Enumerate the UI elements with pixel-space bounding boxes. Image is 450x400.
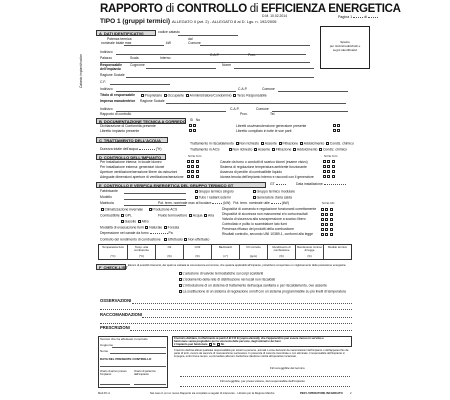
control-checkbox[interactable] xyxy=(323,165,326,168)
measure-value-cell[interactable]: (n°) xyxy=(223,254,228,259)
checklist-item: L'adozione di valvole termostatiche sui corpi scaldanti xyxy=(178,272,263,276)
impresa-field[interactable] xyxy=(166,103,346,104)
tratt-checkbox[interactable] xyxy=(261,142,264,145)
funzionare-row: L'impianto può funzionare Si No xyxy=(174,343,225,347)
cap-label: C.A.P. xyxy=(210,53,220,57)
evacuazione-row: Modalità di evacuazione fumi Naturale Forzata xyxy=(100,225,180,230)
section-a-header: A DATI IDENTIFICATIVI xyxy=(96,30,156,36)
control-row: Per installazione esterna: generatori idonei xyxy=(100,165,165,169)
control-checkbox[interactable] xyxy=(327,165,330,168)
control-row: Per installazione interna: in locale idoneo xyxy=(100,160,162,164)
fabbricante-field[interactable] xyxy=(124,193,186,194)
verifica-checkbox[interactable] xyxy=(321,223,324,226)
measure-value-cell[interactable]: (°C) xyxy=(138,254,144,259)
tecnico-nome-label: Nome xyxy=(100,349,109,353)
combust-checkbox[interactable] xyxy=(138,220,141,223)
orario-arrivo-field[interactable] xyxy=(100,384,130,385)
comune2-field[interactable] xyxy=(278,91,348,92)
control-checkbox[interactable] xyxy=(332,165,335,168)
control-checks xyxy=(186,165,200,169)
control-checkbox[interactable] xyxy=(187,170,190,173)
measure-column xyxy=(183,245,211,259)
codice-catasto-field[interactable] xyxy=(178,35,238,36)
measure-column xyxy=(267,245,295,259)
sheet-number: 2 xyxy=(350,392,352,395)
control-row-right: Sistema di regolazione temperatura ambiente funzionante xyxy=(220,165,307,169)
doc-checkbox[interactable] xyxy=(337,124,340,127)
indirizzo3-field[interactable] xyxy=(116,111,226,112)
control-checkbox[interactable] xyxy=(323,175,326,178)
osservazioni-field[interactable] xyxy=(132,303,352,304)
doc-checkboxes xyxy=(188,124,197,128)
gruppo-opts: Gruppo termico singolo xyxy=(194,190,234,194)
data-controllo-field[interactable] xyxy=(100,366,166,367)
titolo-label: Titolo di responsabile xyxy=(100,93,135,97)
combust-checkbox[interactable] xyxy=(121,220,124,223)
verifica-checkbox[interactable] xyxy=(321,218,324,221)
ctrl-checkbox[interactable] xyxy=(184,238,187,241)
fluido-checkbox[interactable] xyxy=(189,214,192,217)
doc-checkbox[interactable] xyxy=(333,129,336,132)
climat-checkbox[interactable] xyxy=(101,208,104,211)
control-checkbox[interactable] xyxy=(191,175,194,178)
dal-label: dal xyxy=(188,37,193,41)
nome-label: Nome xyxy=(222,63,232,67)
measure-header: Bacharach xyxy=(218,244,233,249)
gruppo-checkbox[interactable] xyxy=(195,190,198,193)
indirizzo-label: Indirizzo xyxy=(100,50,113,54)
verifica-checkbox[interactable] xyxy=(330,228,333,231)
measure-column xyxy=(239,245,267,259)
prescrizioni-field[interactable] xyxy=(130,330,352,331)
combust-checkbox[interactable] xyxy=(121,214,124,217)
tecnico-cognome-label: Cognome xyxy=(100,343,114,347)
control-checks-right xyxy=(322,165,336,169)
control-checks xyxy=(186,175,200,179)
comune-field[interactable] xyxy=(200,45,310,46)
verifica-row: Valvola di sicurezza alla sovrapressione a scarico libero xyxy=(222,217,306,221)
control-row-right: Assenza di perdite di combustibile liquido xyxy=(220,170,283,174)
tubo-checkbox[interactable] xyxy=(195,196,198,199)
indirizzo3-label: Indirizzo xyxy=(100,107,113,111)
firma-tecnico-field[interactable] xyxy=(180,376,350,377)
verifica-checkbox[interactable] xyxy=(325,233,328,236)
form-code: Mod.P.1 A xyxy=(98,392,111,395)
doc-checkbox[interactable] xyxy=(193,129,196,132)
document-title: RAPPORTO di CONTROLLO di EFFICIENZA ENERGETICA xyxy=(100,3,401,15)
tratt-checkbox[interactable] xyxy=(319,148,322,151)
measure-value-cell[interactable]: (°C) xyxy=(110,254,116,259)
comune3-label: Comune xyxy=(256,107,269,111)
nome-field[interactable] xyxy=(234,68,314,69)
control-checkbox[interactable] xyxy=(187,175,190,178)
control-checkbox[interactable] xyxy=(327,160,330,163)
indirizzo2-label: Indirizzo xyxy=(100,87,113,91)
doc-checkboxes-right xyxy=(332,129,341,133)
firma-responsabile-label: Firma leggibile, per presa visione, del responsabile dell'impianto xyxy=(220,379,305,383)
verifica-checkbox[interactable] xyxy=(330,223,333,226)
cap3-label: C.A.P. xyxy=(230,107,240,111)
cf-field[interactable] xyxy=(110,84,170,85)
fabbricante-label: Fabbricante xyxy=(100,189,118,193)
trattamento-acs-row: Trattamento in ACS Non richiesto Assente Filtrazione Addolcimento Condiz. chimico xyxy=(190,147,347,152)
verifica-checkbox[interactable] xyxy=(330,213,333,216)
scala-label: Scala xyxy=(130,56,139,60)
gt-number: GT xyxy=(270,183,286,187)
potenza-row: Pot. term. nominale max al focolare (kW) Pot. term. nominale utile (kW) xyxy=(158,201,289,205)
verifica-checkbox[interactable] xyxy=(330,208,333,211)
evac-checkbox[interactable] xyxy=(164,226,167,229)
measure-column xyxy=(127,245,155,259)
control-checkbox[interactable] xyxy=(323,160,326,163)
section-d-si-no-nc-right: Si No N.C. xyxy=(324,154,339,158)
verifica-row: Dispositivi di comando e regolazione funzionanti correttamente xyxy=(222,207,317,211)
verifica-checkbox[interactable] xyxy=(321,228,324,231)
control-checkbox[interactable] xyxy=(332,175,335,178)
decree-reference: D.M. 10.02.2014 xyxy=(262,14,288,18)
impresa-label: Impresa manutentrice xyxy=(100,99,136,103)
fluido-checkbox[interactable] xyxy=(204,214,207,217)
section-d-header: D CONTROLLO DELL'IMPIANTO xyxy=(96,154,166,160)
measure-value-cell[interactable]: (%) xyxy=(167,254,172,259)
gruppo-checkbox[interactable] xyxy=(253,190,256,193)
control-checkbox[interactable] xyxy=(327,170,330,173)
prescrizioni-label: PRESCRIZIONI xyxy=(100,325,130,330)
doc-row-right: Libretti uso/manutenzione generatore presente xyxy=(236,124,307,128)
control-checkbox[interactable] xyxy=(187,160,190,163)
doc-checkbox[interactable] xyxy=(189,129,192,132)
control-row-right: Canale da fumo o condotti di scarico idonei (esame visivo) xyxy=(220,160,308,164)
tubo-checkbox[interactable] xyxy=(253,196,256,199)
control-checks-right xyxy=(322,160,336,164)
verifica-checkbox[interactable] xyxy=(321,233,324,236)
doc-checkbox[interactable] xyxy=(193,124,196,127)
tratt-checkbox[interactable] xyxy=(229,148,232,151)
checklist-checkbox[interactable] xyxy=(179,290,182,293)
verifica-row: Risultati controllo, secondo UNI 10389-1, conformi alla legge xyxy=(222,232,314,236)
tratt-checkbox[interactable] xyxy=(326,142,329,145)
document-subtitle: TIPO 1 (gruppi termici) ALLEGATO II (art. 2) - ALLEGATO 8 ai D. Lgs. n. 192/2005 xyxy=(100,18,277,25)
verifica-checkbox[interactable] xyxy=(321,208,324,211)
checklist-intro: Elenco di possibili interventi, dei quali va valutata la convenienza economica, che qualora applicabili all'impianto, potrebbero comportare un miglioramento della prestazione energetica: xyxy=(128,264,347,267)
verifica-checkboxes xyxy=(320,207,334,237)
verifica-checkbox[interactable] xyxy=(330,233,333,236)
orario-partenza-label: Orario di partenza dall'impianto xyxy=(134,370,156,377)
measure-header: Modulo termico xyxy=(327,244,348,249)
measurement-table xyxy=(98,244,352,260)
comune3-field[interactable] xyxy=(272,111,348,112)
measure-header: Rendimento di combustione xyxy=(272,244,291,252)
osservazioni-field-2[interactable] xyxy=(100,309,352,310)
combustibile-row: Combustibile GPL xyxy=(100,213,132,218)
checklist-checkbox[interactable] xyxy=(179,278,182,281)
cognome-field[interactable] xyxy=(146,68,216,69)
titolo-checkbox[interactable] xyxy=(164,94,167,97)
prov2-label: Prov. xyxy=(240,112,248,116)
statement-2: Il tecnico declina altresì qualsiasi responsabilità per sinistri a persone, animali o cose derivanti da manomissioni dell'impianto o dell'apparecchio da parte di terzi, ovvero da carenze di manutenzione successiva. In presenza di carenze riscontrate e non eliminate, il responsabile dell'impianto si impegna, entro breve tempo, a provvedere alla loro risoluzione dandone notizia all'operatore incaricato. xyxy=(174,349,349,359)
tratt-checkbox[interactable] xyxy=(279,142,282,145)
tecnico-cognome-field[interactable] xyxy=(112,347,166,348)
data-installazione: Data installazione xyxy=(296,183,346,187)
cognome-label: Cognome xyxy=(130,63,145,67)
doc-row: Dichiarazione di Conformità presente xyxy=(100,124,156,128)
fluido-row: Fluido termovettore Acqua Aria xyxy=(158,213,214,218)
verifica-checkbox[interactable] xyxy=(325,218,328,221)
ragione2-label: Ragione Sociale xyxy=(140,99,165,103)
tecnico-nome-field[interactable] xyxy=(110,353,166,354)
titolo-checkbox[interactable] xyxy=(233,94,236,97)
modello-label: Modello xyxy=(100,195,112,199)
doc-checkboxes-right xyxy=(332,124,341,128)
stamp-box: Spazio per timbri/codici/bolli e segni identificativi xyxy=(320,26,370,69)
measure-value-cell[interactable]: (ppm) xyxy=(249,254,258,259)
measure-header: Temperatura fumi xyxy=(102,244,124,249)
control-row: Adeguate dimensioni aperture di ventilazione/aerazione xyxy=(100,175,184,179)
control-row-right: Idonea tenuta dell'impianto interno e raccordi con il generatore xyxy=(220,175,314,179)
control-checkbox[interactable] xyxy=(196,175,199,178)
control-checks-right xyxy=(322,175,336,179)
controllo-rendimento-row: Controllo del rendimento di combustione Effettuato Non effettuato xyxy=(100,237,210,242)
measure-column xyxy=(99,245,127,259)
orario-partenza-field[interactable] xyxy=(134,384,166,385)
potenza-label: Potenza termica xyxy=(107,37,132,41)
control-checkbox[interactable] xyxy=(191,160,194,163)
verifica-checkbox[interactable] xyxy=(325,213,328,216)
verifica-checkbox[interactable] xyxy=(325,223,328,226)
indirizzo2-field[interactable] xyxy=(116,91,236,92)
control-checks xyxy=(186,170,200,174)
section-e-si-no-nc: Si No NC xyxy=(322,201,335,205)
control-checkbox[interactable] xyxy=(196,170,199,173)
doc-checkbox[interactable] xyxy=(333,124,336,127)
doc-row: Libretto impianto presente xyxy=(100,129,140,133)
verifica-row: Presenza riflusso dei prodotti della combustione xyxy=(222,227,294,231)
statement-1: Il tecnico dichiara, in riferimento ai punti A B C D E (sopra elencati), che l'apparecchio può essere messo in servizio e funzionare senza pregiudizio per la sicurezza delle persone, degli animali e dei beni xyxy=(174,337,324,344)
control-checkbox[interactable] xyxy=(191,170,194,173)
tubo-opts: Generatore d'aria calda xyxy=(252,196,292,200)
verifica-checkbox[interactable] xyxy=(330,218,333,221)
measure-header: Temp. aria comburente xyxy=(134,244,149,252)
section-f-header: F CHECK-LIST xyxy=(96,264,126,270)
control-checkbox[interactable] xyxy=(196,160,199,163)
page-number: Pagina 1 di xyxy=(338,15,378,19)
control-checkbox[interactable] xyxy=(323,170,326,173)
ragione-sociale-field[interactable] xyxy=(126,77,314,78)
measure-column xyxy=(295,245,323,259)
durezza-label: Durezza totale dell'acqua (°fr) xyxy=(100,147,162,151)
tecnico-label: Tecnico che ha effettuato il controllo xyxy=(100,337,148,341)
orario-arrivo-label: Orario di arrivo presso l'impianto xyxy=(100,370,127,377)
firma-responsabile-field[interactable] xyxy=(180,386,350,387)
funzionare-no-checkbox[interactable] xyxy=(217,343,220,346)
control-checkbox[interactable] xyxy=(196,165,199,168)
palazzo-label: Palazzo xyxy=(100,56,113,60)
verifica-checkbox[interactable] xyxy=(325,228,328,231)
copy-label: PER L'OPERATORE INCARICATO xyxy=(300,392,343,395)
measure-column xyxy=(323,245,351,259)
titolo-checkbox[interactable] xyxy=(186,94,189,97)
funzionare-si-checkbox[interactable] xyxy=(209,343,212,346)
raccomandazioni-field[interactable] xyxy=(142,317,352,318)
verifica-row: Dispositivi di sicurezza non manomessi e/o cortocircuitati xyxy=(222,212,308,216)
control-checkbox[interactable] xyxy=(187,165,190,168)
firma-tecnico-label: Firma leggibile del tecnico xyxy=(270,366,305,370)
nominale-label: nominale totale max xyxy=(101,41,132,45)
cap2-label: C.A.P. xyxy=(238,87,248,91)
dellimpianto-label: dell'impianto xyxy=(100,67,121,71)
climat-row: Climatizzazione invernale Produzione ACS xyxy=(100,208,177,212)
verifica-checkbox[interactable] xyxy=(325,208,328,211)
checklist-item: L'introduzione di un sistema di trattamento dell'acqua sanitaria e per riscaldamento, ove assente xyxy=(178,284,327,288)
trattamento-risc-row: Trattamento in riscaldamento Non richiesto Assente Filtrazione Addolcimento Condiz. chimico xyxy=(190,141,354,146)
control-checkbox[interactable] xyxy=(332,160,335,163)
checklist-checkbox[interactable] xyxy=(179,272,182,275)
codice-catasto-label: codice catasto xyxy=(158,30,180,34)
section-b-header: B DOCUMENTAZIONE TECNICA A CORREDO xyxy=(96,118,186,124)
comune2-label: Comune xyxy=(262,87,275,91)
titolo-checkbox[interactable] xyxy=(141,94,144,97)
section-e-header: E CONTROLLO E VERIFICA ENERGETICA DEL GRUPPO TERMICO GT xyxy=(96,182,266,188)
control-checks xyxy=(186,160,200,164)
doc-row-right: Libretto compilato in tutte le sue parti xyxy=(236,129,292,133)
tratt-checkbox[interactable] xyxy=(293,148,296,151)
measure-value-cell[interactable]: (%) xyxy=(307,254,312,259)
kw-unit: kW xyxy=(166,41,171,45)
titolo-options: Proprietario Occupante Amministratore/Condominio Terzo Responsabile xyxy=(140,94,267,98)
data-controllo-label: DATA DEL PRESENTE CONTROLLO xyxy=(100,357,152,361)
doc-checkboxes xyxy=(188,129,197,133)
measure-header: Rendimento minimo di legge xyxy=(297,244,322,252)
potenza-field[interactable] xyxy=(124,45,164,46)
section-c-header: C TRATTAMENTO DELL'ACQUA xyxy=(96,137,168,143)
tratt-checkbox[interactable] xyxy=(272,148,275,151)
checklist-item: La sostituzione di un sistema di regolazione on/off con un sistema programmabile su più livelli di temperatura xyxy=(178,290,346,294)
measure-header: CO2 xyxy=(194,244,201,249)
modello-field[interactable] xyxy=(124,199,186,200)
side-catasto-label: Catasto impianti/codice xyxy=(79,53,83,88)
tubo-opts: Tubo / radiant esterni xyxy=(194,196,231,200)
comune-label: Comune xyxy=(188,41,201,45)
gruppo-opts: Gruppo termico modulare xyxy=(252,190,295,194)
measure-value-cell[interactable]: (%) xyxy=(279,254,284,259)
checklist-item: L'isolamento della rete di distribuzione nei locali non riscaldati xyxy=(178,278,275,282)
ctrl-checkbox[interactable] xyxy=(164,238,167,241)
measure-value-cell[interactable]: (%) xyxy=(195,254,200,259)
matricola-label: Matricola xyxy=(100,201,114,205)
control-checks-right xyxy=(322,170,336,174)
doc-checkbox[interactable] xyxy=(189,124,192,127)
control-row: Aperture ventilazione/aerazione libere da ostruzioni xyxy=(100,170,178,174)
rapporto-label: Rapporto di controllo xyxy=(100,112,132,116)
depressione-row: Depressione nel canale da fumo Pa xyxy=(100,231,173,235)
tratt-checkbox[interactable] xyxy=(300,142,303,145)
osservazioni-label: OSSERVAZIONI xyxy=(100,298,132,303)
verifica-row: Controllato e pulito lo scambiatore lato fumi xyxy=(222,222,288,226)
prov-label: Prov. xyxy=(248,53,256,57)
section-d-si-no-nc: Si No N.C. xyxy=(188,154,203,158)
interno-label: Interno xyxy=(160,56,171,60)
verifica-checkbox[interactable] xyxy=(321,213,324,216)
measure-column xyxy=(155,245,183,259)
section-b-si-no: Si No xyxy=(190,118,201,122)
control-checkbox[interactable] xyxy=(332,170,335,173)
tratt-checkbox[interactable] xyxy=(254,148,257,151)
measure-header: CO corretto xyxy=(246,244,261,249)
checklist-checkbox[interactable] xyxy=(179,284,182,287)
raccomandazioni-field-2[interactable] xyxy=(100,323,352,324)
ragione-sociale-label: Ragione Sociale xyxy=(100,73,125,77)
combustibile-row-2: Gasolio Altro xyxy=(120,220,149,224)
responsabile-label: Responsabile xyxy=(100,63,123,67)
raccomandazioni-label: RACCOMANDAZIONI xyxy=(100,312,143,317)
measure-header: O2 xyxy=(167,244,172,249)
tel-label: Tel. xyxy=(270,112,276,116)
control-checkbox[interactable] xyxy=(327,175,330,178)
control-checkbox[interactable] xyxy=(191,165,194,168)
measure-column xyxy=(211,245,239,259)
bottom-note: Nel caso in cui un nuovo Rapporto sia compilato a seguito di intervento... Libretto per la Regione Marche xyxy=(150,392,275,395)
doc-checkbox[interactable] xyxy=(337,129,340,132)
cf-label: C.F. xyxy=(100,80,107,84)
